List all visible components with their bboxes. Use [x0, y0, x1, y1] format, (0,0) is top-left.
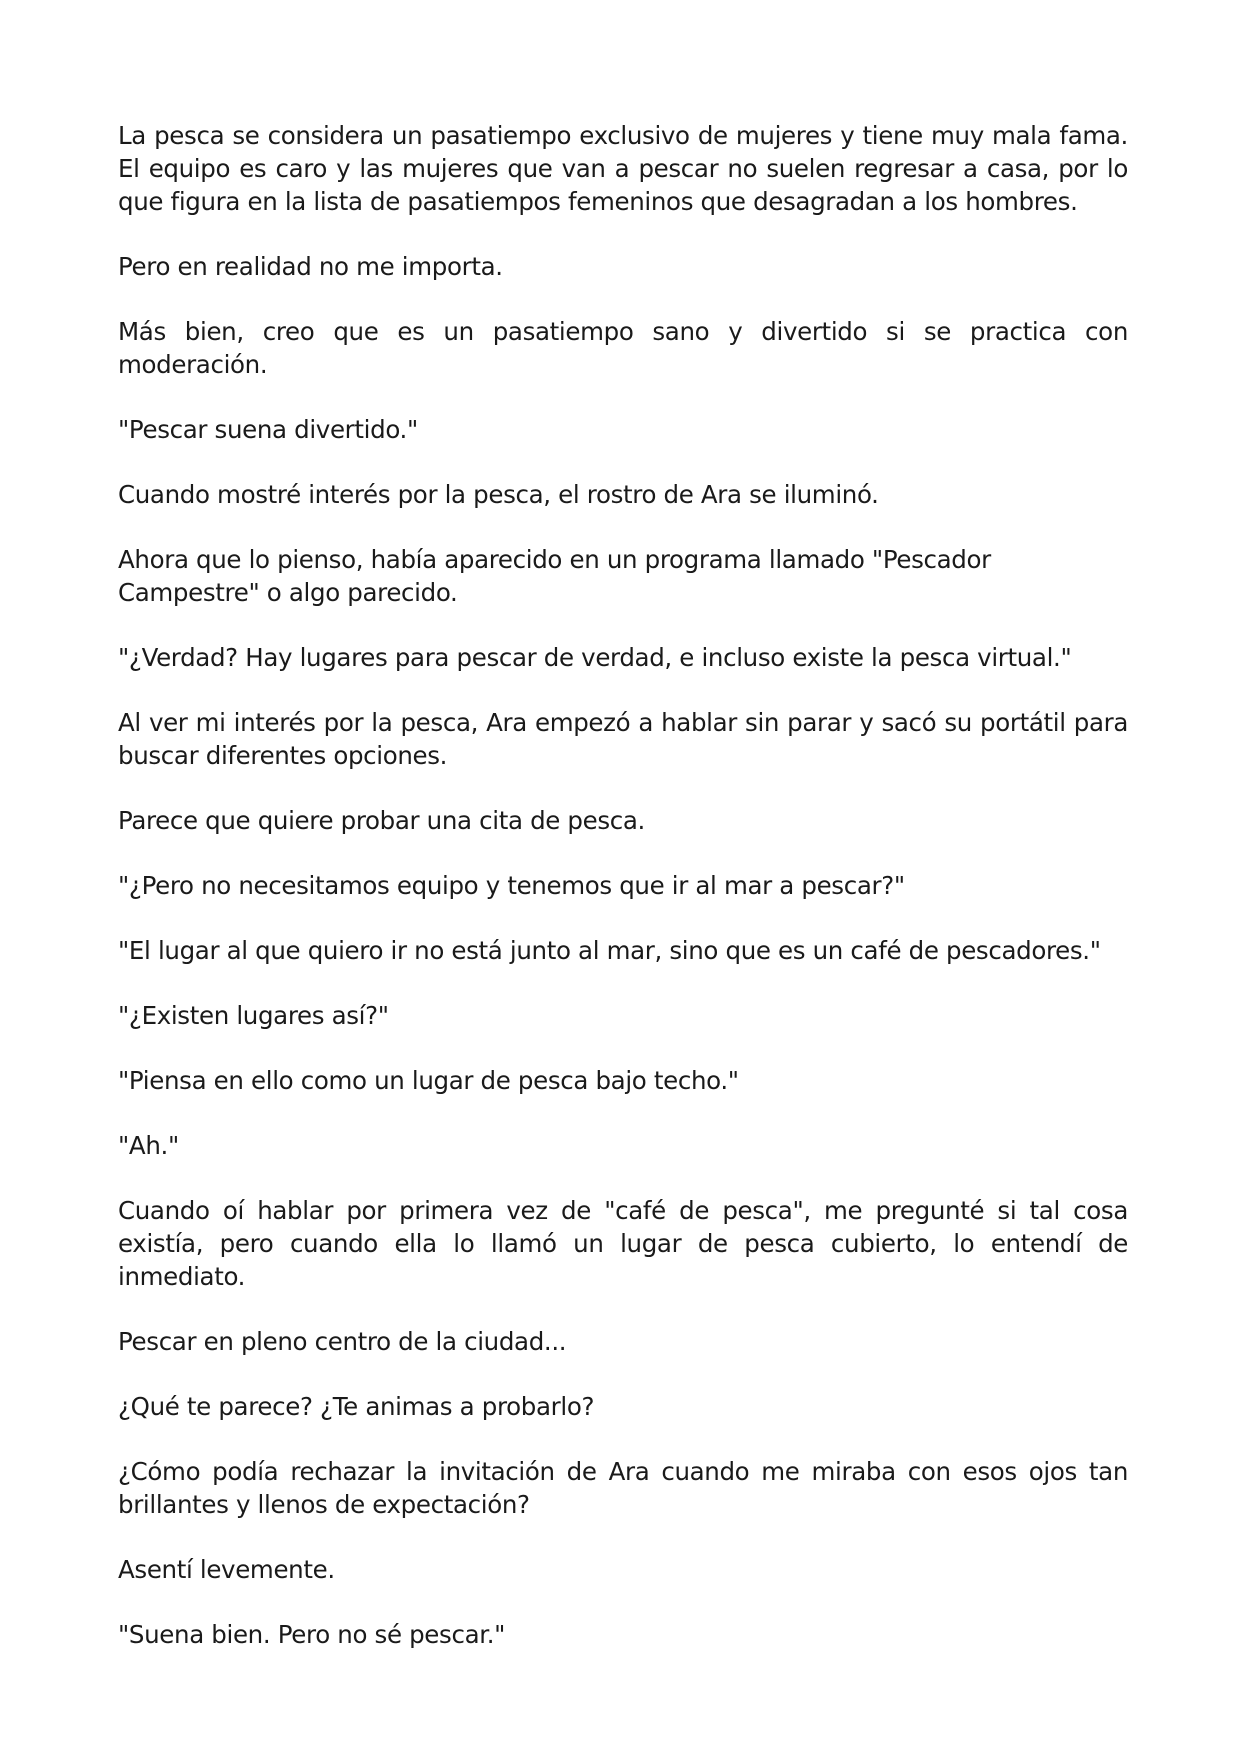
- paragraph: Asentí levemente.: [118, 1555, 335, 1584]
- paragraph: ¿Cómo podía rechazar la invitación de Ara cuando me miraba con esos ojos tan brillantes y llenos de expectación?: [118, 1457, 1128, 1519]
- paragraph: Pescar en pleno centro de la ciudad...: [118, 1327, 567, 1356]
- paragraph: ¿Qué te parece? ¿Te animas a probarlo?: [118, 1392, 595, 1421]
- paragraph: "¿Pero no necesitamos equipo y tenemos que ir al mar a pescar?": [118, 871, 905, 900]
- paragraph: Pero en realidad no me importa.: [118, 252, 503, 281]
- paragraph: "¿Verdad? Hay lugares para pescar de verdad, e incluso existe la pesca virtual.": [118, 643, 1072, 672]
- paragraph: La pesca se considera un pasatiempo exclusivo de mujeres y tiene muy mala fama. El equipo es caro y las mujeres que van a pescar no suelen regresar a casa, por lo que figura en la lista de pasatiempos femeninos que desagradan a los hombres.: [118, 121, 1128, 216]
- document-page: [118, 119, 1128, 1683]
- paragraph: "¿Existen lugares así?": [118, 1001, 389, 1030]
- paragraph: "Piensa en ello como un lugar de pesca bajo techo.": [118, 1066, 739, 1095]
- paragraph: "Pescar suena divertido.": [118, 415, 418, 444]
- paragraph: "El lugar al que quiero ir no está junto al mar, sino que es un café de pescadores.": [118, 936, 1101, 965]
- paragraph: Parece que quiere probar una cita de pesca.: [118, 806, 645, 835]
- paragraph: "Suena bien. Pero no sé pescar.": [118, 1620, 506, 1649]
- paragraph: Cuando mostré interés por la pesca, el rostro de Ara se iluminó.: [118, 480, 879, 509]
- paragraph: Cuando oí hablar por primera vez de "café de pesca", me pregunté si tal cosa existía, pero cuando ella lo llamó un lugar de pesca cubierto, lo entendí de inmediato.: [118, 1196, 1128, 1291]
- paragraph: Ahora que lo pienso, había aparecido en un programa llamado "Pescador Campestre" o algo parecido.: [118, 545, 991, 607]
- paragraph: "Ah.": [118, 1131, 179, 1160]
- paragraph: Al ver mi interés por la pesca, Ara empezó a hablar sin parar y sacó su portátil para buscar diferentes opciones.: [118, 708, 1128, 770]
- paragraph: Más bien, creo que es un pasatiempo sano y divertido si se practica con moderación.: [118, 317, 1128, 379]
